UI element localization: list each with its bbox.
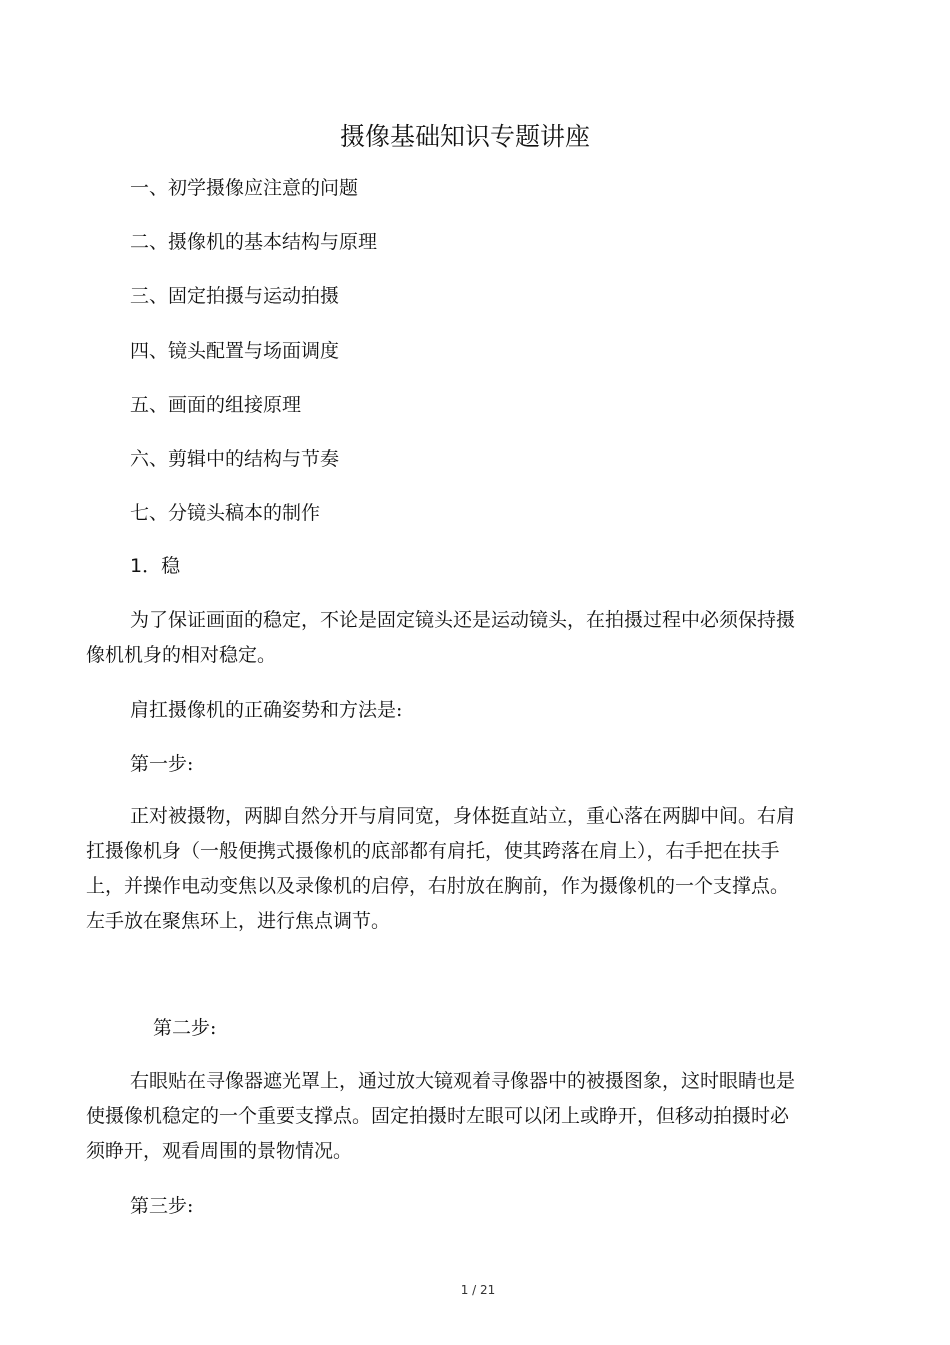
paragraph-stability: 为了保证画面的稳定，不论是固定镜头还是运动镜头，在拍摄过程中必须保持摄像机机身的相对稳定。: [86, 609, 796, 666]
step-three-heading: 第三步:: [130, 1195, 194, 1217]
toc-item: 一、初学摄像应注意的问题: [130, 177, 359, 199]
toc-item: 四、镜头配置与场面调度: [130, 339, 340, 362]
step-one-heading: 第一步:: [130, 753, 194, 775]
toc-item: 五、画面的组接原理: [130, 393, 302, 416]
toc-item: 七、分镜头稿本的制作: [130, 502, 321, 525]
section-heading: [130, 546, 180, 586]
step-two-heading: 第二步:: [153, 1017, 217, 1039]
toc-item: 二、摄像机的基本结构与原理: [130, 231, 378, 254]
toc-item: 六、剪辑中的结构与节奏: [130, 447, 340, 470]
document-title: 摄像基础知识专题讲座: [339, 122, 590, 151]
paragraph-step-two: 右眼贴在寻像器遮光罩上，通过放大镜观着寻像器中的被摄图象，这时眼睛也是使摄像机稳定的一个重要支撑点。固定拍摄时左眼可以闭上或睁开，但移动拍摄时必须睁开，观看周围的景物情况。: [86, 1070, 796, 1162]
paragraph-step-one: 正对被摄物，两脚自然分开与肩同宽，身体挺直站立，重心落在两脚中间。右肩扛摄像机身（一般便携式摄像机的底部都有肩托，使其跨落在肩上），右手把在扶手上，并操作电动变焦以及录像机的启停，右肘放在胸前，作为摄像机的一个支撑点。左手放在聚焦环上，进行焦点调节。: [86, 805, 796, 932]
page-number: 1 / 21: [460, 1283, 496, 1297]
toc-item: 三、固定拍摄与运动拍摄: [130, 285, 340, 308]
table-of-contents: [130, 168, 377, 547]
section-title: 稳: [161, 555, 181, 577]
paragraph-posture-intro: 肩扛摄像机的正确姿势和方法是:: [130, 699, 403, 721]
section-number: 1．: [130, 555, 162, 577]
